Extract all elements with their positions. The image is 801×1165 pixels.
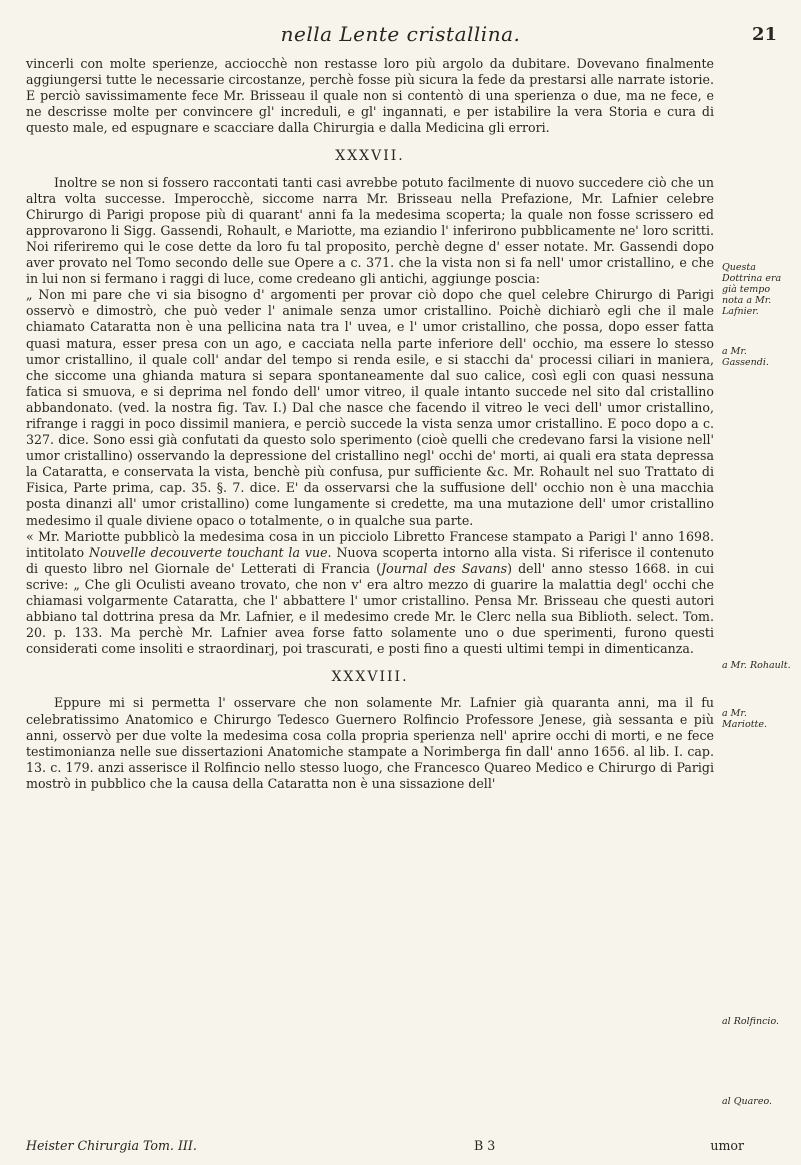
page-number: 21 xyxy=(751,24,777,45)
catchword: umor xyxy=(710,1138,744,1153)
margin-note-mariotte: a Mr. Mariotte. xyxy=(722,708,767,730)
book-title: Nouvelle decouverte touchant la vue xyxy=(88,544,328,560)
section-number-38: XXXVIII. xyxy=(331,669,409,686)
paragraph-rolfincio: Eppure mi si permetta l' osservare che non solamente Mr. Lafnier già quaranta anni, ma il fu celebratissimo Anatomico e Chirurgo Tedesco Guernero Rolfincio Professore Jenese, già sessanta e più anni, osservò per due volte la medesima cosa colla propria sperienza nell' aprire occhi di morti, e ne fece testimonianza nelle sue dissertazioni Anatomiche stampate a Norimberga fin dall' anno 1656. al lib. I. cap. 13. c. 179. anzi asserisce il Rolfincio nello stesso luogo, che Francesco Quareo Medico e Chirurgo di Parigi mostrò in pubblico che la causa della Cataratta non è una sissazione dell' xyxy=(26,695,714,791)
page-footer xyxy=(26,1138,786,1158)
margin-note-rohault: a Mr. Rohault. xyxy=(722,660,791,671)
margin-note-quareo: al Quareo. xyxy=(722,1096,773,1107)
margin-note-gassendi: a Mr. Gassendi. xyxy=(722,346,769,368)
main-text xyxy=(26,56,714,792)
page-header xyxy=(0,22,801,52)
journal-title: Journal des Savans xyxy=(381,560,508,576)
quotation-gassendi-rohault: „ Non mi pare che vi sia bisogno d' argomenti per provar ciò dopo che quel celebre Chirurgo di Parigi osservò e dimostrò, che può veder l' animale senza umor cristallino. Poichè dichiarò egli che il male chiamato Cataratta non è una pellicina nata tra l' uvea, e l' umor cristallino, che possa, dopo esser fatta quasi matura, esser presa con un ago, e cacciata nella parte inferiore dell' occhio, ma essere lo stesso umor cristallino, il quale coll' andar del tempo si renda esile, e si stacchi da' processi ciliari in maniera, che siccome una ghianda matura si separa spontaneamente dal suo calice, così egli con quasi nessuna fatica si smuova, e si deprima nel fondo dell' umor vitreo, il quale intanto succede nel sito dal cristallino abbandonato. (ved. la nostra fig. Tav. I.) Dal che nasce che facendo il vitreo le veci dell' umor cristallino, rifrange i raggi in poco dissimil maniera, e perciò succede la vista senza umor cristallino. E poco dopo a c. 327. dice. Sono essi già confutati da questo solo sperimento (cioè quelli che credevano farsi la visione nell' umor cristallino) osservando la depressione del cristallino negl' occhi de' morti, ai quali era stata depressa la Cataratta, e conservata la vista, benchè più confusa, pur sufficiente &c. Mr. Rohault nel suo Trattato di Fisica, Parte prima, cap. 35. §. 7. dice. E' da osservarsi che la suffusione dell' occhio non è una macchia posta dinanzi all' umor cristallino) come lungamente si credette, ma una mutazione dell' umor cristallino medesimo il quale diviene opaco o totalmente, o in qualche sua parte. xyxy=(26,287,714,528)
paragraph-gassendi: Inoltre se non si fossero raccontati tanti casi avrebbe potuto facilmente di nuovo succedere ciò che un altra volta successe. Imperocchè, siccome narra Mr. Brisseau nella Prefazione, Mr. Lafnier celebre Chirurgo di Parigi propose più di quarant' anni fa la medesima scoperta; la quale non fosse scrissero ed approvarono li Sigg. Gassendi, Rohault, e Mariotte, ma eziandio l' inferirono pubblicamente ne' loro scritti. Noi riferiremo qui le cose dette da loro fu tal proposito, perchè degne d' esser notate. Mr. Gassendi dopo aver provato nel Tomo secondo delle sue Opere a c. 371. che la vista non si fa nell' umor cristallino, e che in lui non si fermano i raggi di luce, come credeano gli antichi, aggiunge poscia: xyxy=(26,174,714,287)
mariotte-text-cont: . Nuova scoperta intorno alla vista. Si riferisce il contenuto di questo libro nel Giornale de' Letterati di Francia ( xyxy=(26,544,714,576)
paragraph-mariotte xyxy=(26,529,714,658)
mariotte-text-end: ) dell' anno stesso 1668. in cui scrive: „ Che gli Oculisti aveano trovato, che non v' era altro mezzo di guarire la malattia degl' occhi che chiamasi volgarmente Cataratta, che l' abbattere l' umor cristallino. Pensa Mr. Brisseau che questi autori abbiano tal dottrina presa da Mr. Lafnier, e il medesimo crede Mr. le Clerc nella sua Biblioth. select. Tom. 20. p. 133. Ma perchè Mr. Lafnier avea forse fatto solamente uno o due sperimenti, furono questi considerati come insoliti e straordinarj, poi trascurati, e posti fino a questi ultimi tempi in dimenticanza. xyxy=(26,560,715,657)
paragraph-opening: vincerli con molte sperienze, acciocchè non restasse loro più argolo da dubitare. Dovevano finalmente aggiungersi tutte le necessarie circostanze, perchè fosse più sicura la fede da prestarsi alle narrate istorie. E perciò savissimamente fece Mr. Brisseau il quale non si contentò di una sperienza o due, ma ne fece, e ne descrisse molte per convincere gl' increduli, e gl' ingannati, e per istabilire la vera Storia e cura di questo male, ed espugnare e scacciare dalla Chirurgia e dalla Medicina gli errori. xyxy=(26,56,714,136)
margin-note-lafnier: Questa Dottrina era già tempo nota a Mr. Lafnier. xyxy=(722,262,782,317)
section-number-37: XXXVII. xyxy=(335,148,405,165)
mariotte-text: « Mr. Mariotte pubblicò la medesima cosa in un picciolo Libretto Francese stampato a Parigi l' anno 1698. intitolato xyxy=(26,528,714,560)
margin-note-rolfincio: al Rolfincio. xyxy=(722,1016,780,1027)
signature-line: Heister Chirurgia Tom. III. xyxy=(26,1138,197,1153)
signature-mark: B 3 xyxy=(474,1138,496,1153)
running-title: nella Lente cristallina. xyxy=(280,22,521,46)
